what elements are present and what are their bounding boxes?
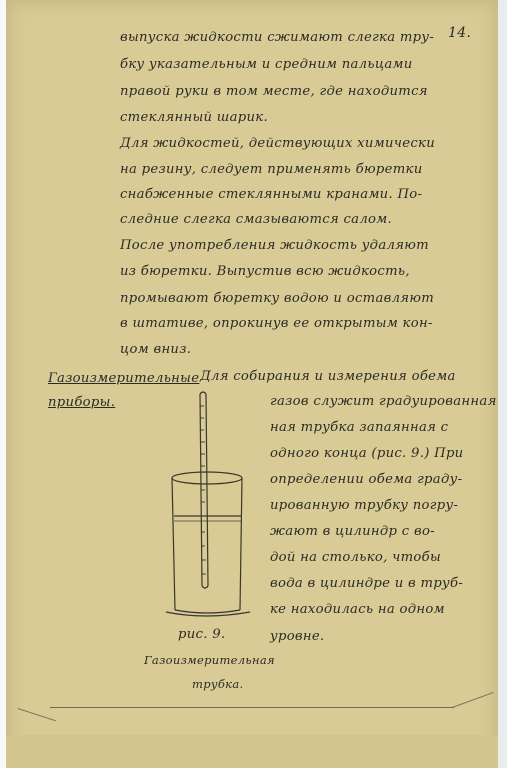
text-line: стеклянный шарик. [120,110,268,125]
text-line: уровне. [270,629,325,644]
figure-label: рис. 9. [178,627,226,642]
section-title-line-2: приборы. [48,395,116,410]
folded-bottom-edge [6,735,498,768]
section-intro: Для собирания и измерения обема [200,369,456,384]
text-line: ированную трубку погру- [270,498,459,513]
text-line: определении обема граду- [270,472,463,487]
text-line: газов служит градуированная [270,394,497,409]
text-line: цом вниз. [120,342,192,357]
text-line: вода в цилиндре и в труб- [270,576,464,591]
figure-caption-line-2: трубка. [192,677,244,691]
text-line: бку указательным и средним пальцами [120,57,413,72]
text-line: на резину, следует применять бюретки [120,162,423,177]
text-line: правой руки в том месте, где находится [120,84,428,99]
fold-line [50,707,454,708]
text-line: жают в цилиндр с во- [270,524,435,539]
text-line: следние слегка смазываются салом. [120,212,392,227]
text-line: ная трубка запаянная с [270,420,449,435]
text-line: ке находилась на одном [270,602,445,617]
text-line: После употребления жидкость удаляют [120,238,429,253]
text-line: в штативе, опрокинув ее открытым кон- [120,316,433,331]
text-line: выпуска жидкости сжимают слегка тру- [120,30,435,45]
text-line: Для жидкостей, действующих химически [120,136,435,151]
text-line: снабженные стеклянными кранами. По- [120,187,423,202]
text-line: из бюретки. Выпустив всю жидкость, [120,264,410,279]
text-line: одного конца (рис. 9.) При [270,446,464,461]
gas-measuring-tube-figure [160,390,260,618]
figure-caption-line-1: Газоизмерительная [144,653,275,667]
page-number: 14. [448,25,472,41]
text-line: промывают бюретку водою и оставляют [120,291,435,306]
section-title-line-1: Газоизмерительные [48,371,200,386]
sheet-right-edge [498,0,507,768]
text-line: дой на столько, чтобы [270,550,442,565]
